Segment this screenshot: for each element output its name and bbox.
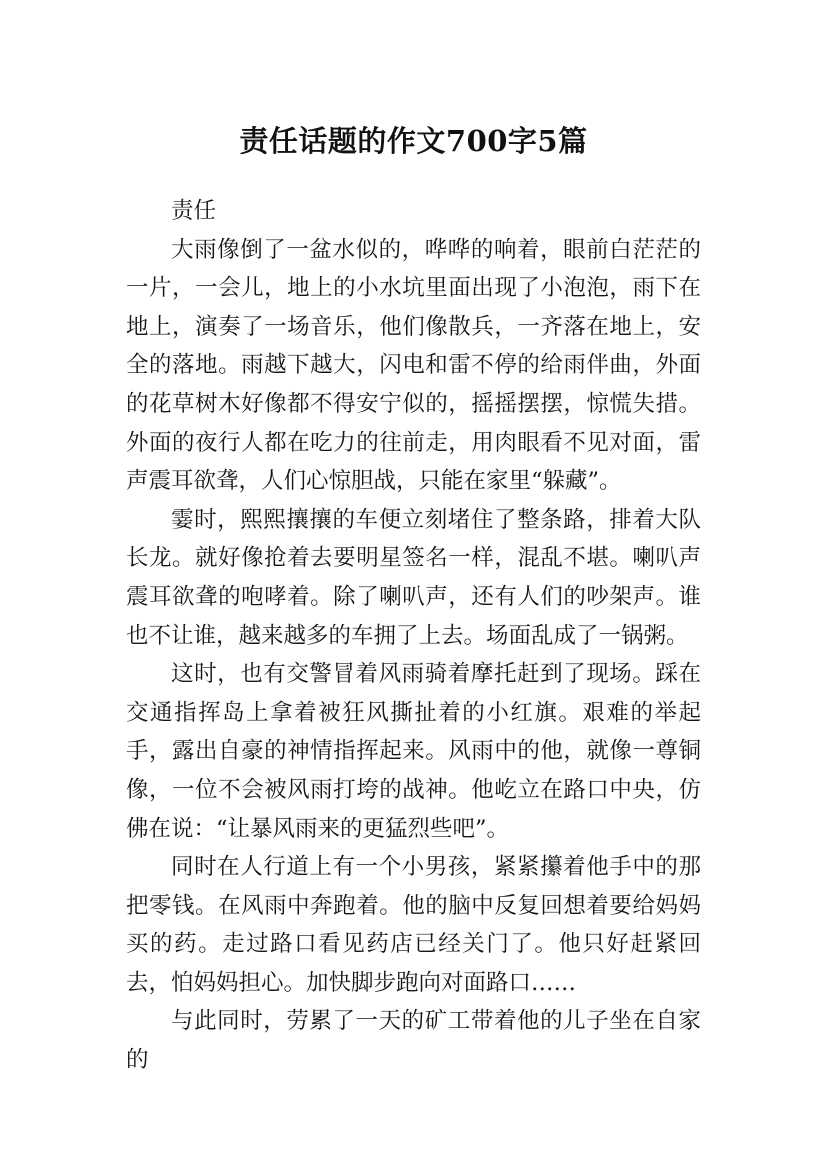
essay-subheading: 责任 (171, 198, 217, 224)
paragraph: 同时在人行道上有一个小男孩，紧紧攥着他手中的那把零钱。在风雨中奔跑着。他的脑中反复回想着要给妈妈买的药。走过路口看见药店已经关门了。他只好赶紧回去，怕妈妈担心。加快脚步跑向对面路口…… (126, 854, 701, 996)
document-body (126, 192, 701, 1080)
paragraph: 与此同时，劳累了一天的矿工带着他的儿子坐在自家的 (126, 1008, 701, 1074)
paragraph: 大雨像倒了一盆水似的，哗哗的响着，眼前白茫茫的一片，一会儿，地上的小水坑里面出现了小泡泡，雨下在地上，演奏了一场音乐，他们像散兵，一齐落在地上，安全的落地。雨越下越大，闪电和雷不停的给雨伴曲，外面的花草树木好像都不得安宁似的，摇摇摆摆，惊慌失措。外面的夜行人都在吃力的往前走，用肉眼看不见对面，雷声震耳欲聋，人们心惊胆战，只能在家里“躲藏”。 (126, 236, 701, 495)
paragraph: 这时，也有交警冒着风雨骑着摩托赶到了现场。踩在交通指挥岛上拿着被狂风撕扯着的小红旗。艰难的举起手，露出自豪的神情指挥起来。风雨中的他，就像一尊铜像，一位不会被风雨打垮的战神。他屹立在路口中央，仿佛在说：“让暴风雨来的更猛烈些吧”。 (126, 661, 701, 842)
paragraph: 霎时，熙熙攘攘的车便立刻堵住了整条路，排着大队长龙。就好像抢着去要明星签名一样，混乱不堪。喇叭声震耳欲聋的咆哮着。除了喇叭声，还有人们的吵架声。谁也不让谁，越来越多的车拥了上去。场面乱成了一锅粥。 (126, 506, 701, 649)
document-title: 责任话题的作文700字5篇 (239, 124, 588, 159)
